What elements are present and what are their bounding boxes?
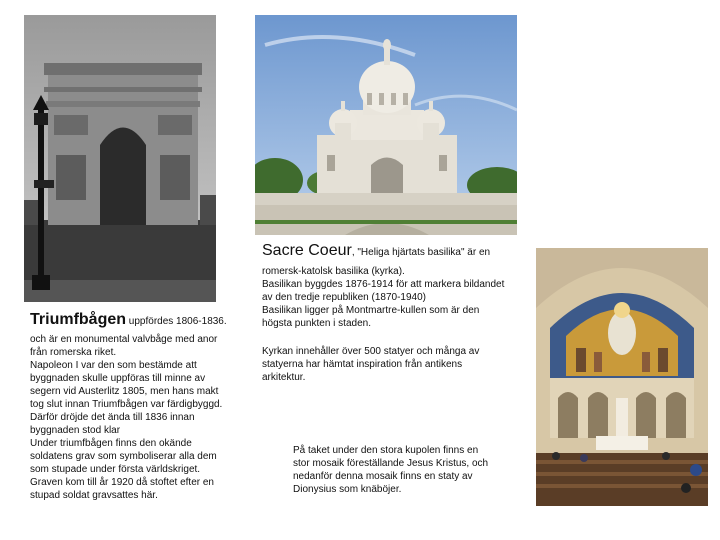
sacre-line: Basilikan ligger på Montmartre-kullen som är den — [262, 305, 480, 316]
arc-line: Därför dröjde det ända till 1836 innan — [30, 412, 195, 423]
arc-line: byggnaden skulle uppföras till minne av — [30, 373, 206, 384]
triumfbagen-title: Triumfbågen — [30, 311, 127, 328]
arc-line: Graven kom till år 1920 då stoftet efter en — [30, 477, 214, 488]
sacre-coeur-description — [262, 265, 532, 330]
sacre-line: nedanför denna mosaik finns en staty av — [293, 471, 473, 482]
sacre-coeur-photo — [255, 15, 517, 235]
sacre-line: statyerna har hämtat inspiration från antikens — [262, 359, 463, 370]
triumfbagen-description — [30, 333, 252, 502]
sacre-coeur-heading — [262, 242, 490, 260]
sacre-line: av den tredje republiken (1870-1940) — [262, 292, 426, 303]
arc-line: Under triumfbågen finns den okände — [30, 438, 192, 449]
sacre-coeur-subtitle: , "Heliga hjärtats basilika" är en — [351, 247, 491, 258]
sacre-line: Kyrkan innehåller över 500 statyer och många av — [262, 346, 480, 357]
arc-line: byggnaden stod klar — [30, 425, 121, 436]
sacre-line: Basilikan byggdes 1876-1914 för att markera bildandet — [262, 279, 505, 290]
arc-line: från romerska riket. — [30, 347, 117, 358]
sacre-line: högsta punkten i staden. — [262, 318, 371, 329]
arc-line: Napoleon I var den som bestämde att — [30, 360, 197, 371]
sacre-coeur-mosaic-text — [293, 444, 518, 496]
arc-line: som stupade under första världskriget. — [30, 464, 201, 475]
triumfbagen-subtitle: uppfördes 1806-1836. — [126, 316, 227, 327]
arc-line: och är en monumental valvbåge med anor — [30, 334, 218, 345]
sacre-line: På taket under den stora kupolen finns en — [293, 445, 479, 456]
sacre-coeur-statues-text — [262, 345, 517, 384]
triumfbagen-heading — [30, 311, 227, 329]
sacre-line: Dionysius som knäböjer. — [293, 484, 402, 495]
sacre-coeur-title: Sacre Coeur — [262, 242, 352, 259]
arc-line: soldatens grav som symboliserar alla dem — [30, 451, 217, 462]
arc-line: stupad soldat gravsattes här. — [30, 490, 158, 501]
arc-de-triomphe-photo — [24, 15, 216, 302]
sacre-coeur-interior-photo — [536, 248, 708, 506]
arc-line: segern vid Austerlitz 1805, men hans makt — [30, 386, 219, 397]
sacre-line: arkitektur. — [262, 372, 306, 383]
sacre-line: romersk-katolsk basilika (kyrka). — [262, 266, 405, 277]
arc-line: tog slut innan Triumfbågen var färdigbyggd. — [30, 399, 223, 410]
sacre-line: stor mosaik föreställande Jesus Kristus, och — [293, 458, 489, 469]
